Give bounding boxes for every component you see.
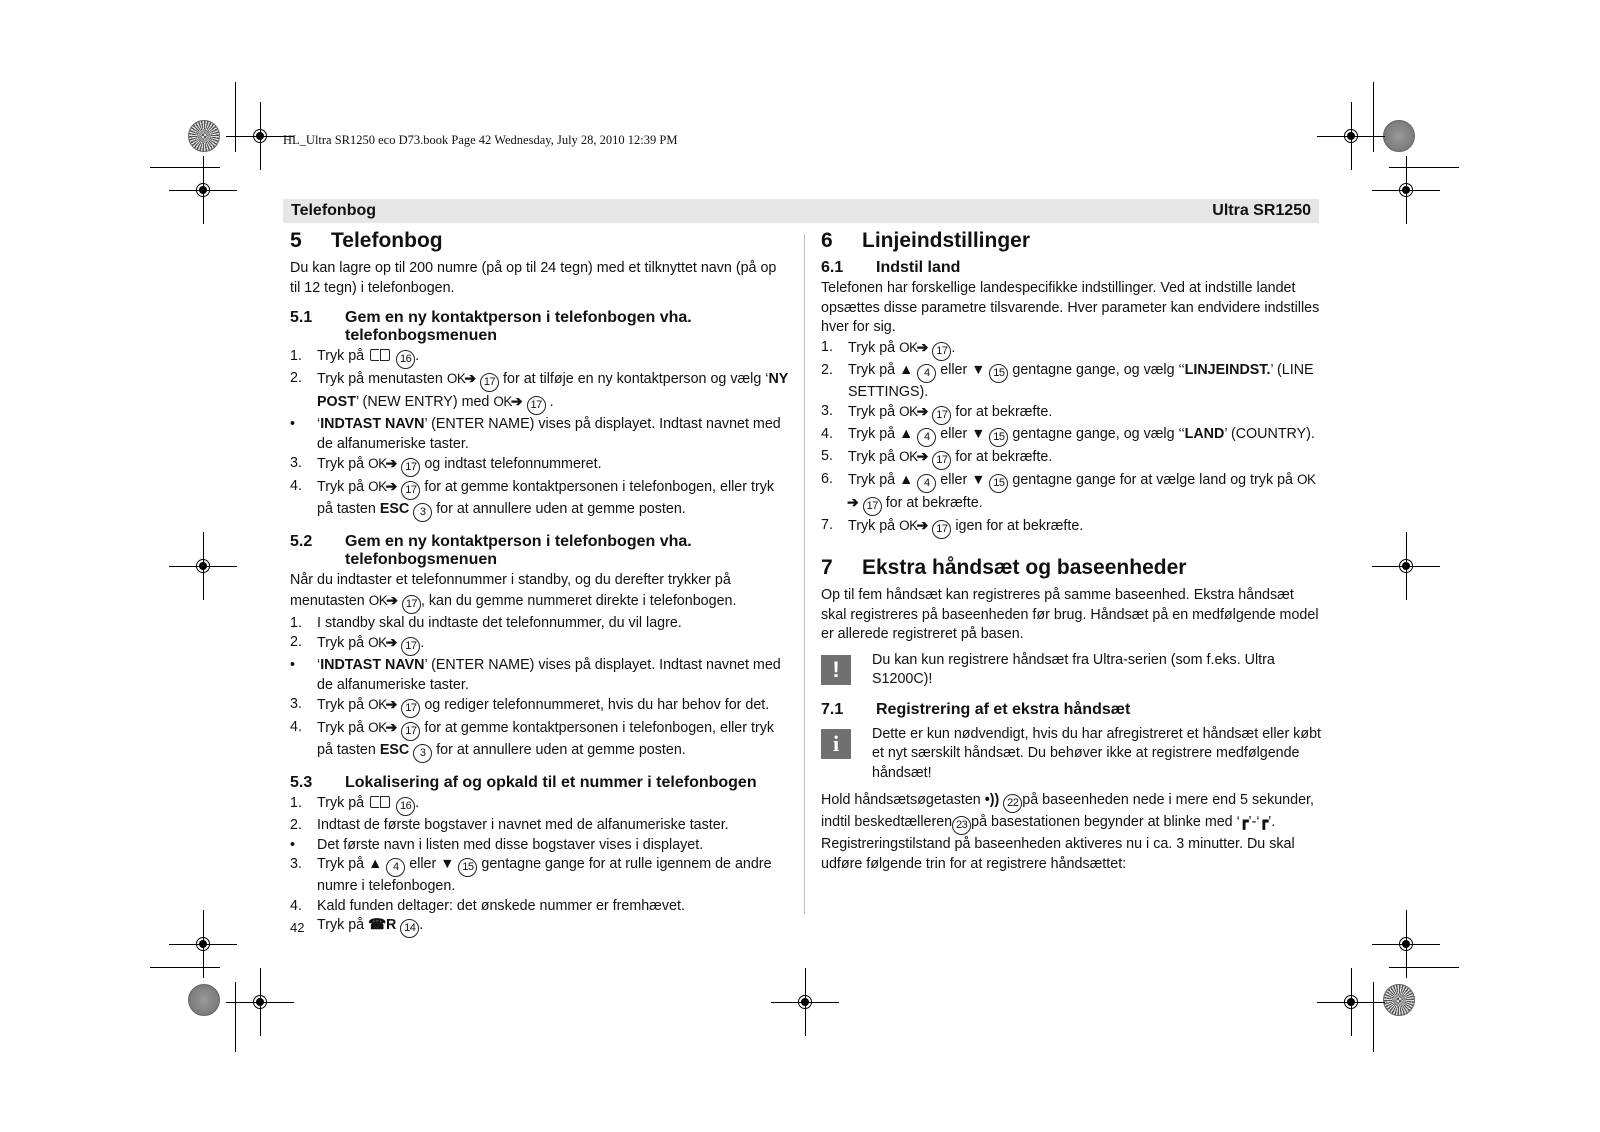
subsection-heading: 7.1 Registrering af et ekstra håndsæt [821,700,1131,718]
down-arrow-icon: ▼ [971,472,986,488]
crosshair-mark [248,124,272,148]
list-item: 2. Tryk på OK➔ 17 . [290,633,790,656]
paragraph: Telefonen har forskellige landespecifikke indstillinger. Ved at indstille landet opsættes disse parametre tilsvarende. Hver parameter kan endvidere indstilles hver for sig. [821,280,1320,335]
arrow-icon: ➔ [386,591,398,608]
list-item: • ‘INDTAST NAVN’ (ENTER NAME) vises på displayet. Indtast navnet med de alfanumeriske taster. [290,416,781,452]
list-item: • ‘INDTAST NAVN’ (ENTER NAME) vises på displayet. Indtast navnet med de alfanumeriske taster. [290,657,781,693]
up-arrow-icon: ▲ [899,426,914,442]
running-header-right: Ultra SR1250 [1212,202,1311,219]
paragraph: Når du indtaster et telefonnummer i standby, og du derefter trykker på menutasten OK➔ 17 , kan du gemme nummeret direkte i telefonbogen. [290,571,790,614]
down-arrow-icon: ▼ [971,426,986,442]
paragraph: Hold håndsætsøgetasten •)) 22 på baseenheden nede i mere end 5 sekunder, indtil beskedtælleren 23 på basestationen begynder at blinke med ‘┏’-‘┏’. [821,791,1321,835]
list-item: 3. Tryk på ▲ 4 eller ▼ 15 gentagne gange for at rulle igennem de andre numre i telefonbogen. [290,856,772,894]
list-item: 1. I standby skal du indtaste det telefonnummer, du vil lagre. [290,614,682,631]
arrow-icon: ➔ [385,455,398,471]
list-item: • Det første navn i listen med disse bogstaver vises i displayet. [290,836,704,853]
key-number: 3 [413,744,432,763]
key-number: 4 [917,364,936,383]
display-segment-icon: ┏ [1259,814,1269,830]
arrow-icon: ➔ [916,448,929,464]
key-number: 17 [401,699,420,718]
list-item: 4. Tryk på OK➔ 17 for at gemme kontaktpersonen i telefonbogen, eller tryk på tasten ESC 3 for at annullere uden at gemme posten. [290,477,790,522]
crosshair-mark [1394,932,1418,956]
ok-key-icon: OK [368,479,387,494]
subsection-heading: 5.2 Gem en ny kontaktperson i telefonbogen vha. telefonbogsmenuen [290,533,692,568]
section-heading: 7 Ekstra håndsæt og baseenheder [821,556,1187,579]
key-number: 17 [932,520,951,539]
down-arrow-icon: ▼ [440,856,455,872]
ok-key-icon: OK [493,394,512,409]
key-number: 17 [527,396,546,415]
trim-line [235,982,236,1052]
arrow-icon: ➔ [385,478,398,494]
list-item: 3. Tryk på OK➔ 17 for at bekræfte. [821,402,1321,425]
display-segment-icon: ┏ [1239,814,1249,830]
trim-line [1389,167,1459,168]
crosshair-mark [191,178,215,202]
list-item: 6. Tryk på ▲ 4 eller ▼ 15 gentagne gange for at vælge land og tryk på OK➔ 17 for at bekræfte. [821,470,1321,516]
key-number: 15 [989,474,1008,493]
key-number: 17 [401,722,420,741]
ok-key-icon: OK [899,449,918,464]
key-number: 17 [401,481,420,500]
arrow-icon: ➔ [385,634,398,650]
registration-disc-top-left [188,120,220,152]
list-item: 5. Tryk på OK➔ 17 for at bekræfte. [821,447,1321,470]
key-number: 17 [480,373,499,392]
ok-key-icon: OK [368,635,387,650]
key-number: 22 [1003,794,1022,813]
arrow-icon: ➔ [916,403,929,419]
crosshair-mark [1339,124,1363,148]
print-header: HL_Ultra SR1250 eco D73.book Page 42 Wednesday, July 28, 2010 12:39 PM [283,133,678,147]
list-item: 1. Tryk på 16 . [290,794,790,816]
arrow-icon: ➔ [385,719,398,735]
ok-key-icon: OK [899,518,918,533]
list-item: 3. Tryk på OK➔ 17 og indtast telefonnummeret. [290,454,790,477]
esc-key-label: ESC [379,501,410,517]
list-item: 2. Tryk på ▲ 4 eller ▼ 15 gentagne gange, og vælg ‘‘LINJEINDST.’ (LINE SETTINGS). [821,361,1314,400]
crosshair-mark [1394,554,1418,578]
registration-disc-top-right [1383,120,1415,152]
trim-line [235,82,236,152]
key-number: 17 [402,595,421,614]
list-item: 3. Tryk på OK➔ 17 og rediger telefonnummeret, hvis du har behov for det. [290,695,790,718]
crosshair-mark [191,932,215,956]
list-item: 4. Kald funden deltager: det ønskede nummer er fremhævet. Tryk på ☎R 14 . [290,897,790,939]
running-header [283,199,1319,223]
arrow-icon: ➔ [847,494,859,510]
key-number: 16 [396,350,415,369]
crosshair-mark [1339,990,1363,1014]
list-item: 1. Tryk på OK➔ 17 . [821,338,1321,361]
page-number: 42 [290,920,305,935]
list-item: 1. Tryk på 16 . [290,347,790,369]
registration-disc-bottom-left [188,984,220,1016]
key-number: 4 [917,428,936,447]
subsection-heading: 5.1 Gem en ny kontaktperson i telefonbogen vha. telefonbogsmenuen [290,309,692,344]
r-key-icon: R [385,917,397,933]
warning-note [821,651,1321,690]
running-header-left: Telefonbog [291,202,377,219]
ok-key-icon: OK [368,720,387,735]
info-icon: i [821,729,851,759]
key-number: 15 [458,858,477,877]
right-column [821,226,1321,874]
warning-text: Du kan kun registrere håndsæt fra Ultra-serien (som f.eks. Ultra S1200C)! [872,651,1275,687]
list-item: 4. Tryk på ▲ 4 eller ▼ 15 gentagne gange, og vælg ‘‘LAND’ (COUNTRY). [821,425,1321,447]
trim-line [1373,82,1374,152]
phonebook-icon [370,349,390,361]
key-number: 16 [396,797,415,816]
key-number: 15 [989,428,1008,447]
ok-key-icon: OK [1296,472,1316,487]
key-number: 17 [401,458,420,477]
subsection-heading: 6.1 Indstil land [821,259,961,276]
section-heading: 5 Telefonbog [290,229,443,252]
key-number: 4 [917,474,936,493]
crosshair-mark [248,990,272,1014]
section-heading: 6 Linjeindstillinger [821,229,1031,252]
key-number: 15 [989,364,1008,383]
arrow-icon: ➔ [916,517,929,533]
paragraph: Du kan lagre op til 200 numre (på op til 24 tegn) med et tilknyttet navn (på op til 12 tegn) i telefonbogen. [290,260,777,296]
paragraph: Registreringstilstand på baseenheden aktiveres nu i ca. 3 minutter. Du skal udføre følgende trin for at registrere håndsættet: [821,836,1295,872]
key-number: 3 [413,503,432,522]
list-item: 2. Tryk på menutasten OK➔ 17 for at tilføje en ny kontaktperson og vælg ‘NY POST’ (NEW ENTRY) med OK➔ 17 . [290,369,790,415]
arrow-icon: ➔ [916,338,929,355]
crosshair-mark [1394,178,1418,202]
down-arrow-icon: ▼ [971,361,986,378]
list-item: 4. Tryk på OK➔ 17 for at gemme kontaktpersonen i telefonbogen, eller tryk på tasten ESC 3 for at annullere uden at gemme posten. [290,718,790,763]
info-note [821,725,1321,784]
ok-key-icon: OK [899,404,918,419]
key-number: 17 [932,406,951,425]
up-arrow-icon: ▲ [368,856,383,872]
ok-key-icon: OK [446,371,466,386]
arrow-icon: ➔ [464,370,477,386]
key-number: 23 [952,816,971,835]
crosshair-mark [191,554,215,578]
left-column [290,226,790,938]
phonebook-icon [370,796,390,808]
trim-line [1373,982,1374,1052]
up-arrow-icon: ▲ [899,361,914,378]
arrow-icon: ➔ [385,696,398,712]
ok-key-icon: OK [368,592,388,608]
column-divider [804,234,805,914]
key-number: 17 [932,451,951,470]
ok-key-icon: OK [368,456,387,471]
subsection-heading: 5.3 Lokalisering af og opkald til et nummer i telefonbogen [290,774,757,791]
warning-icon: ! [821,655,851,685]
ok-key-icon: OK [368,697,387,712]
registration-disc-bottom-right [1383,984,1415,1016]
esc-key-label: ESC [379,742,410,758]
handset-search-icon: •)) [984,792,1000,808]
key-number: 14 [400,919,419,938]
key-number: 17 [863,497,882,516]
ok-key-icon: OK [899,339,918,355]
trim-line [1389,967,1459,968]
key-number: 17 [932,342,951,361]
trim-line [150,967,220,968]
phone-icon: ☎ [368,917,386,933]
trim-line [150,167,220,168]
arrow-icon: ➔ [510,393,523,409]
key-number: 4 [386,858,405,877]
up-arrow-icon: ▲ [899,472,914,488]
info-text: Dette er kun nødvendigt, hvis du har afregistreret et håndsæt eller købt et nyt særskilt håndsæt. Du behøver ikke at registrere medfølgende håndsæt! [872,725,1321,781]
list-item: 2. Indtast de første bogstaver i navnet med de alfanumeriske taster. [290,817,729,833]
key-number: 17 [401,637,420,656]
crosshair-mark [793,990,817,1014]
list-item: 7. Tryk på OK➔ 17 igen for at bekræfte. [821,516,1321,539]
paragraph: Op til fem håndsæt kan registreres på samme baseenhed. Ekstra håndsæt skal registreres på baseenheden før brug. Håndsæt på en medfølgende model er allerede registreret på basen. [821,587,1319,642]
